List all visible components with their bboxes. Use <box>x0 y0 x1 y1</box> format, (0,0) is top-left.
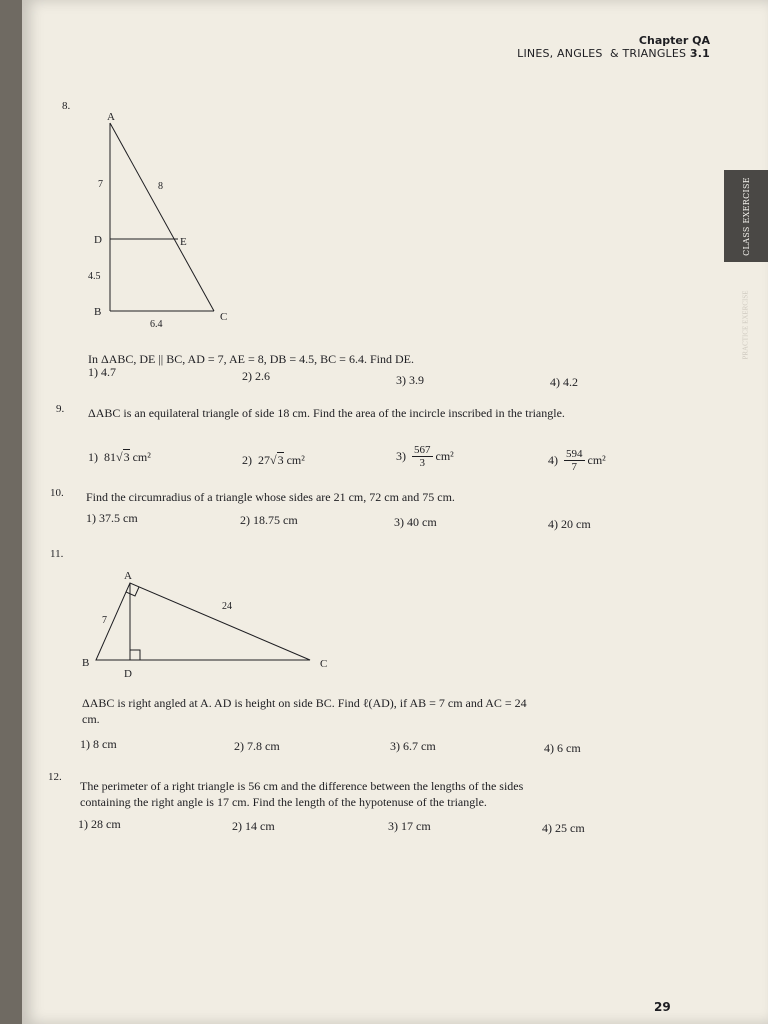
practice-exercise-tab <box>724 270 768 380</box>
q11-option-4: 4) 6 cm <box>544 741 581 755</box>
class-exercise-tab <box>724 170 768 262</box>
q10-option-1: 1) 37.5 cm <box>86 511 138 525</box>
q9-option-3-fraction <box>412 444 433 469</box>
question-11-number: 11. <box>50 548 64 560</box>
chapter-section: 3.1 <box>689 47 710 60</box>
chapter-label: Chapter <box>638 34 689 47</box>
label-d: D <box>124 668 132 680</box>
question-11-figure <box>78 565 358 685</box>
q9-option-4-fraction <box>564 448 585 473</box>
label-d: D <box>94 234 102 246</box>
label-e: E <box>180 236 187 248</box>
question-12-number: 12. <box>48 771 62 783</box>
question-9-text: ΔABC is an equilateral triangle of side 18 cm. Find the area of the incircle inscribed in the triangle. <box>88 406 565 420</box>
q9-option-1-root: 3 <box>123 450 130 464</box>
right-angle-d-icon <box>130 650 140 660</box>
q9-option-4-unit: cm² <box>587 453 606 467</box>
q10-option-3: 3) 40 cm <box>394 515 437 529</box>
question-12-text-line-2: containing the right angle is 17 cm. Find the length of the hypotenuse of the triangle. <box>80 795 487 809</box>
q12-option-4: 4) 25 cm <box>542 821 585 835</box>
q9-option-1-coef: 81 <box>104 450 116 464</box>
q9-option-2-coef: 27 <box>258 453 270 467</box>
label-ac: 24 <box>222 601 232 612</box>
label-db: 4.5 <box>88 271 101 282</box>
q11-option-3: 3) 6.7 cm <box>390 739 436 753</box>
chapter-code: QA <box>692 34 710 47</box>
q8-option-4: 4) 4.2 <box>550 375 578 389</box>
sqrt-icon: √ <box>270 453 277 467</box>
q9-option-2-unit: cm² <box>286 453 305 467</box>
triangle-abc <box>96 583 310 660</box>
label-ad: 7 <box>98 179 103 190</box>
question-8-figure <box>82 105 242 335</box>
label-a: A <box>107 111 115 123</box>
q9-option-1-unit: cm² <box>132 450 151 464</box>
q9-option-3-numerator: 567 <box>414 444 431 456</box>
q12-option-3: 3) 17 cm <box>388 819 431 833</box>
q10-option-4: 4) 20 cm <box>548 517 591 531</box>
question-11-text-line-1: ΔABC is right angled at A. AD is height on side BC. Find ℓ(AD), if AB = 7 cm and AC = 24 <box>82 696 527 710</box>
sqrt-icon: √ <box>116 450 123 464</box>
q9-option-4-denominator: 7 <box>571 461 577 473</box>
q8-option-2: 2) 2.6 <box>242 369 270 383</box>
label-a: A <box>124 570 132 582</box>
q8-option-3: 3) 3.9 <box>396 373 424 387</box>
class-exercise-label: CLASS EXERCISE <box>741 176 751 256</box>
label-c: C <box>220 311 228 323</box>
question-11-text <box>82 695 527 727</box>
chapter-subheading <box>517 47 710 60</box>
question-11-text-line-2: cm. <box>82 712 100 726</box>
q9-option-4 <box>548 448 606 473</box>
label-ab: 7 <box>102 615 107 626</box>
q8-option-1: 1) 4.7 <box>88 365 116 379</box>
question-12-text <box>80 778 523 810</box>
q9-option-2 <box>242 453 305 468</box>
q9-option-2-root: 3 <box>277 453 284 467</box>
question-8-number: 8. <box>62 100 71 112</box>
label-b: B <box>94 306 102 318</box>
question-9-number: 9. <box>56 403 65 415</box>
page-number: 29 <box>654 1000 671 1014</box>
q10-option-2: 2) 18.75 cm <box>240 513 298 527</box>
practice-exercise-label: PRACTICE EXERCISE <box>742 290 751 360</box>
q9-option-1-prefix: 1) <box>88 450 98 464</box>
label-c: C <box>320 658 328 670</box>
question-8-text: In ΔABC, DE || BC, AD = 7, AE = 8, DB = 4.5, BC = 6.4. Find DE. <box>88 352 414 366</box>
q11-option-1: 1) 8 cm <box>80 737 117 751</box>
q9-option-3 <box>396 444 454 469</box>
q9-option-3-prefix: 3) <box>396 449 406 463</box>
q11-option-2: 2) 7.8 cm <box>234 739 280 753</box>
q9-option-3-unit: cm² <box>435 449 454 463</box>
label-bc: 6.4 <box>150 319 163 330</box>
q9-option-4-prefix: 4) <box>548 453 558 467</box>
textbook-page <box>22 0 768 1024</box>
question-10-number: 10. <box>50 487 64 499</box>
q9-option-1 <box>88 450 151 465</box>
chapter-heading <box>639 34 710 47</box>
q12-option-2: 2) 14 cm <box>232 819 275 833</box>
q9-option-3-denominator: 3 <box>419 457 425 469</box>
q9-option-4-numerator: 594 <box>566 448 583 460</box>
q12-option-1: 1) 28 cm <box>78 817 121 831</box>
q9-option-2-prefix: 2) <box>242 453 252 467</box>
chapter-topic: LINES, ANGLES & TRIANGLES <box>517 47 687 60</box>
label-ae: 8 <box>158 181 163 192</box>
line-ac <box>110 123 214 311</box>
label-b: B <box>82 657 90 669</box>
question-12-text-line-1: The perimeter of a right triangle is 56 cm and the difference between the lengths of the sides <box>80 779 524 793</box>
question-10-text: Find the circumradius of a triangle whose sides are 21 cm, 72 cm and 75 cm. <box>86 490 455 504</box>
